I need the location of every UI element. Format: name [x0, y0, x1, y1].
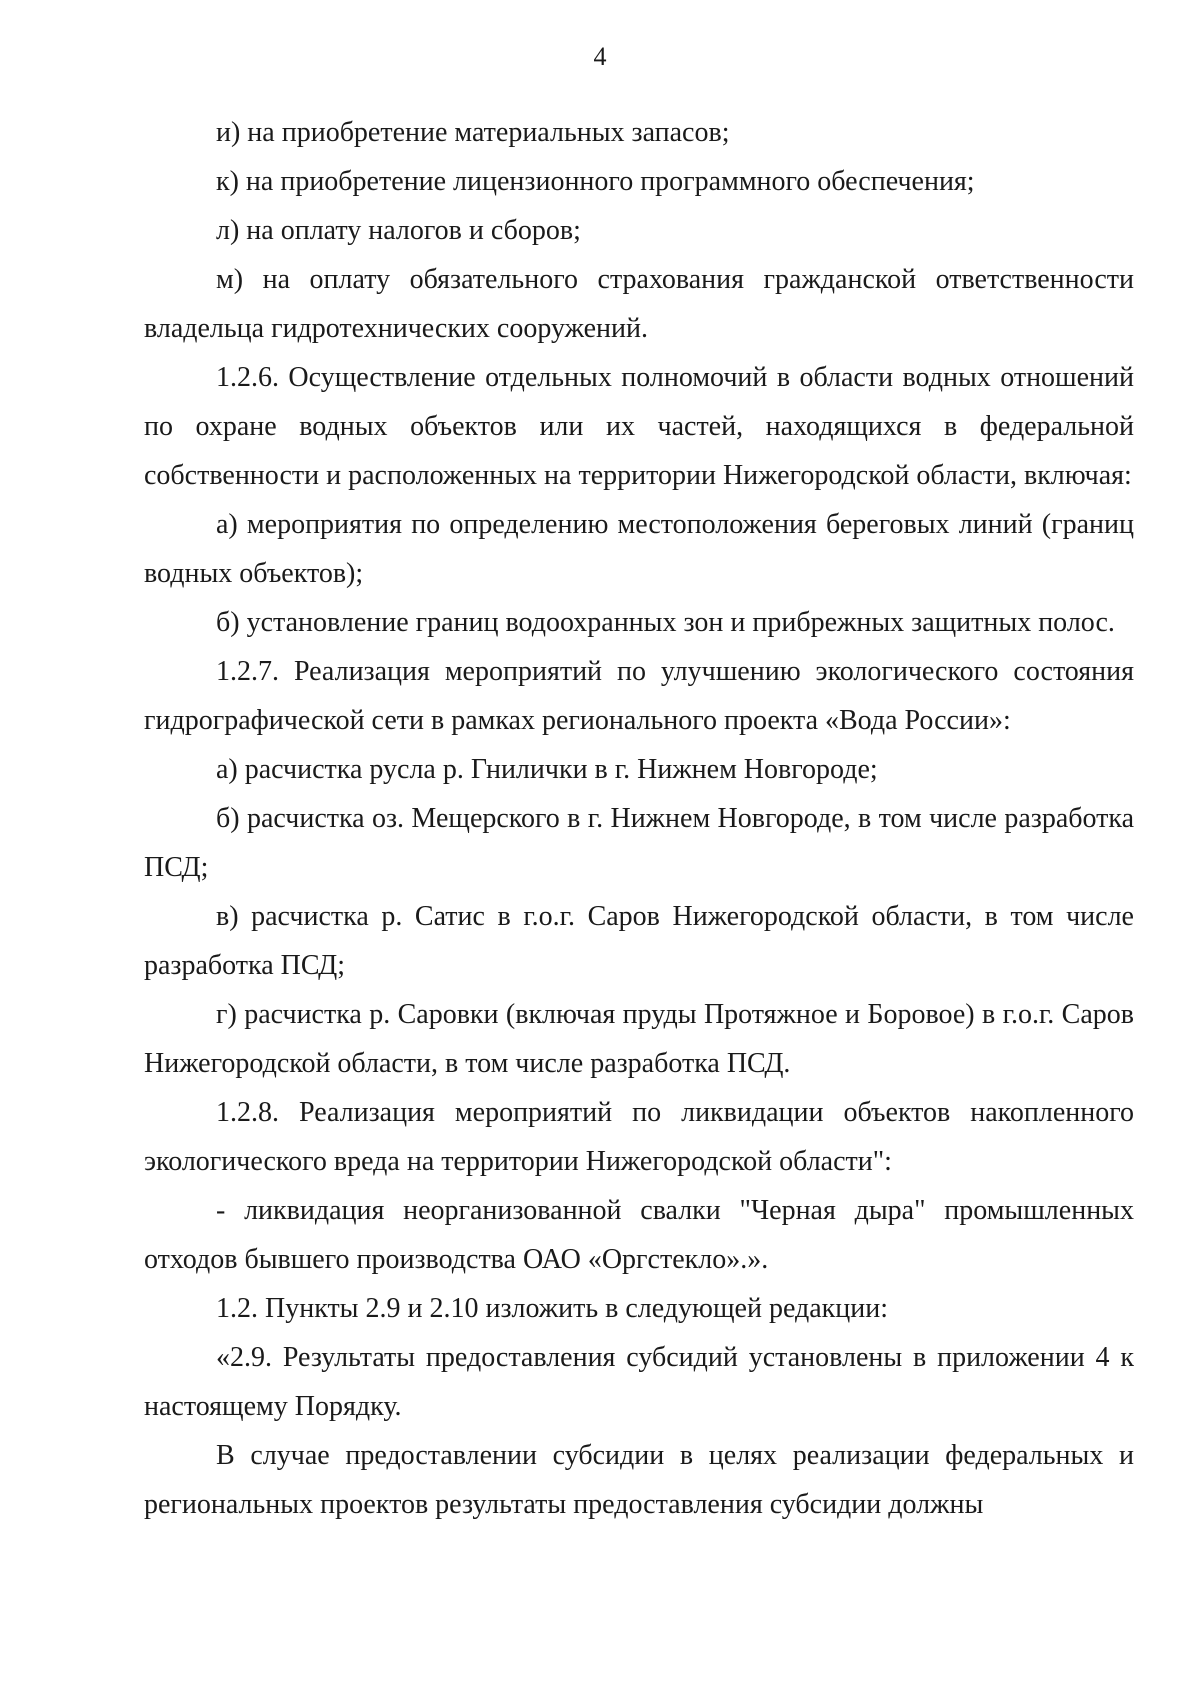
paragraph-item-i: и) на приобретение материальных запасов;	[216, 117, 730, 148]
paragraph-1-2-6-a: а) мероприятия по определению местоположения береговых линий (границ водных объектов);	[144, 509, 1134, 589]
paragraph-1-2: 1.2. Пункты 2.9 и 2.10 изложить в следующей редакции:	[216, 1293, 889, 1324]
paragraph-1-2-7-v: в) расчистка р. Сатис в г.о.г. Саров Нижегородской области, в том числе разработка ПСД;	[144, 901, 1134, 981]
paragraph-1-2-6-b: б) установление границ водоохранных зон и прибрежных защитных полос.	[216, 607, 1115, 638]
paragraph-item-k: к) на приобретение лицензионного программного обеспечения;	[216, 166, 975, 197]
paragraph-1-2-7-a: а) расчистка русла р. Гнилички в г. Нижнем Новгороде;	[216, 754, 878, 785]
paragraph-item-m: м) на оплату обязательного страхования гражданской ответственности владельца гидротехнических сооружений.	[144, 264, 1134, 344]
paragraph-item-l: л) на оплату налогов и сборов;	[216, 215, 581, 246]
paragraph-1-2-8: 1.2.8. Реализация мероприятий по ликвидации объектов накопленного экологического вреда на территории Нижегородской области":	[144, 1097, 1134, 1177]
document-body	[144, 108, 1134, 1529]
paragraph-1-2-8-item: - ликвидация неорганизованной свалки "Черная дыра" промышленных отходов бывшего производства ОАО «Оргстекло».».	[144, 1195, 1134, 1275]
paragraph-1-2-6: 1.2.6. Осуществление отдельных полномочий в области водных отношений по охране водных объектов или их частей, находящихся в федеральной собственности и расположенных на территории Нижегородской области, включая:	[144, 362, 1134, 491]
paragraph-1-2-7-b: б) расчистка оз. Мещерского в г. Нижнем Новгороде, в том числе разработка ПСД;	[144, 803, 1134, 883]
paragraph-1-2-7: 1.2.7. Реализация мероприятий по улучшению экологического состояния гидрографической сети в рамках регионального проекта «Вода России»:	[144, 656, 1134, 736]
paragraph-2-9: «2.9. Результаты предоставления субсидий установлены в приложении 4 к настоящему Порядку.	[144, 1342, 1134, 1422]
page-number: 4	[593, 42, 607, 71]
paragraph-2-9-cont: В случае предоставлении субсидии в целях реализации федеральных и региональных проектов результаты предоставления субсидии должны	[144, 1440, 1134, 1520]
paragraph-1-2-7-g: г) расчистка р. Саровки (включая пруды Протяжное и Боровое) в г.о.г. Саров Нижегородской области, в том числе разработка ПСД.	[144, 999, 1134, 1079]
